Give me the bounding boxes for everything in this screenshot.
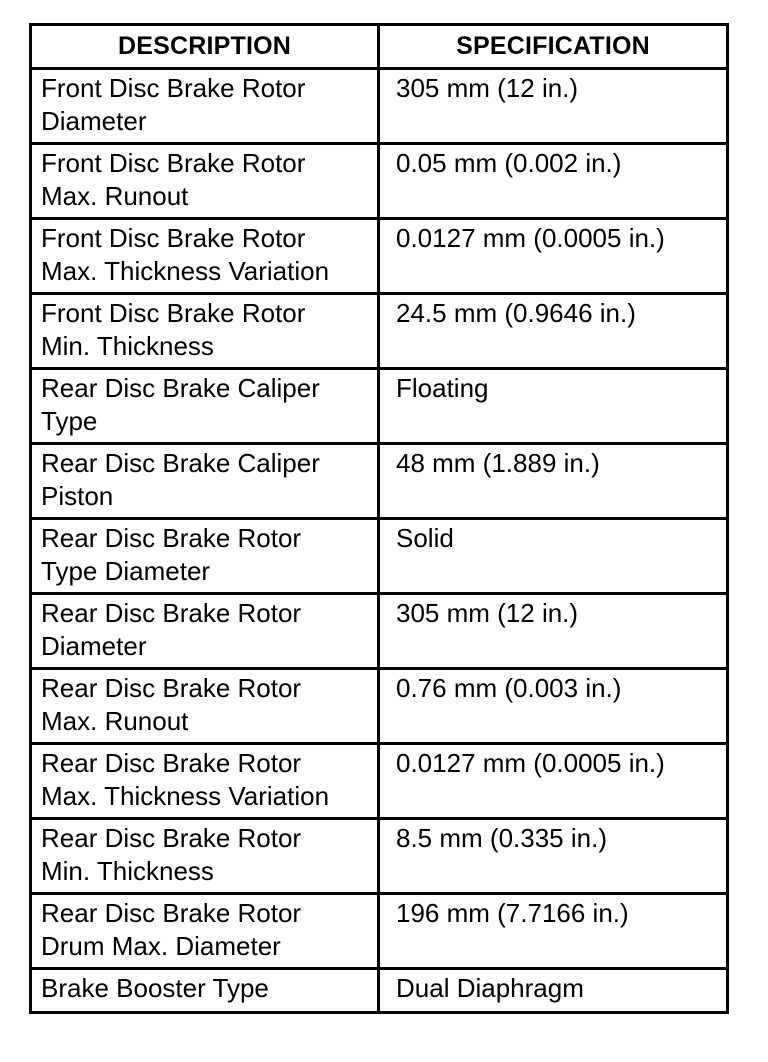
description-cell xyxy=(31,594,379,669)
specification-text: Solid xyxy=(396,523,454,553)
description-text: Brake Booster Type xyxy=(41,973,269,1003)
specification-text: 0.76 mm (0.003 in.) xyxy=(396,673,622,703)
table-row xyxy=(31,519,728,594)
table-row xyxy=(31,294,728,369)
specification-cell xyxy=(379,294,728,369)
description-text: Front Disc Brake Rotor Max. Thickness Variation xyxy=(41,223,330,286)
description-text: Front Disc Brake Rotor Max. Runout xyxy=(41,148,306,211)
specification-text: 8.5 mm (0.335 in.) xyxy=(396,823,607,853)
specification-cell xyxy=(379,69,728,144)
specification-text: Dual Diaphragm xyxy=(396,973,584,1003)
specification-cell xyxy=(379,519,728,594)
description-text: Rear Disc Brake Rotor Max. Thickness Variation xyxy=(41,748,330,811)
description-text: Rear Disc Brake Rotor Drum Max. Diameter xyxy=(41,898,302,961)
header-row xyxy=(31,25,728,69)
description-cell xyxy=(31,969,379,1013)
table-row xyxy=(31,819,728,894)
table-row xyxy=(31,969,728,1013)
specification-cell xyxy=(379,894,728,969)
column-header-specification: SPECIFICATION xyxy=(379,25,728,69)
description-text: Rear Disc Brake Rotor Type Diameter xyxy=(41,523,302,586)
specification-cell xyxy=(379,969,728,1013)
table-row xyxy=(31,894,728,969)
description-cell xyxy=(31,894,379,969)
table-row xyxy=(31,744,728,819)
description-text: Rear Disc Brake Rotor Min. Thickness xyxy=(41,823,302,886)
specification-text: 0.0127 mm (0.0005 in.) xyxy=(396,748,665,778)
description-text: Front Disc Brake Rotor Diameter xyxy=(41,73,306,136)
specification-text: 305 mm (12 in.) xyxy=(396,73,579,103)
specification-cell xyxy=(379,369,728,444)
specification-cell xyxy=(379,144,728,219)
description-cell xyxy=(31,669,379,744)
table-row xyxy=(31,444,728,519)
specification-text: Floating xyxy=(396,373,489,403)
table-row xyxy=(31,594,728,669)
description-cell xyxy=(31,519,379,594)
table-row xyxy=(31,144,728,219)
description-cell xyxy=(31,744,379,819)
table-row xyxy=(31,369,728,444)
description-cell xyxy=(31,69,379,144)
table-row xyxy=(31,669,728,744)
description-text: Rear Disc Brake Caliper Type xyxy=(41,373,320,436)
specification-cell xyxy=(379,819,728,894)
description-text: Rear Disc Brake Rotor Diameter xyxy=(41,598,302,661)
description-text: Front Disc Brake Rotor Min. Thickness xyxy=(41,298,306,361)
description-cell xyxy=(31,819,379,894)
specification-text: 48 mm (1.889 in.) xyxy=(396,448,600,478)
specification-cell xyxy=(379,219,728,294)
specification-text: 305 mm (12 in.) xyxy=(396,598,579,628)
description-cell xyxy=(31,369,379,444)
specification-text: 0.05 mm (0.002 in.) xyxy=(396,148,622,178)
specification-cell xyxy=(379,444,728,519)
specification-text: 24.5 mm (0.9646 in.) xyxy=(396,298,636,328)
specification-text: 0.0127 mm (0.0005 in.) xyxy=(396,223,665,253)
table-row xyxy=(31,69,728,144)
description-text: Rear Disc Brake Rotor Max. Runout xyxy=(41,673,302,736)
table-row xyxy=(31,219,728,294)
column-header-description: DESCRIPTION xyxy=(31,25,379,69)
brake-spec-table xyxy=(29,23,729,1014)
specification-cell xyxy=(379,594,728,669)
specification-cell xyxy=(379,744,728,819)
description-cell xyxy=(31,294,379,369)
description-text: Rear Disc Brake Caliper Piston xyxy=(41,448,320,511)
description-cell xyxy=(31,444,379,519)
specification-text: 196 mm (7.7166 in.) xyxy=(396,898,629,928)
specification-cell xyxy=(379,669,728,744)
description-cell xyxy=(31,144,379,219)
description-cell xyxy=(31,219,379,294)
